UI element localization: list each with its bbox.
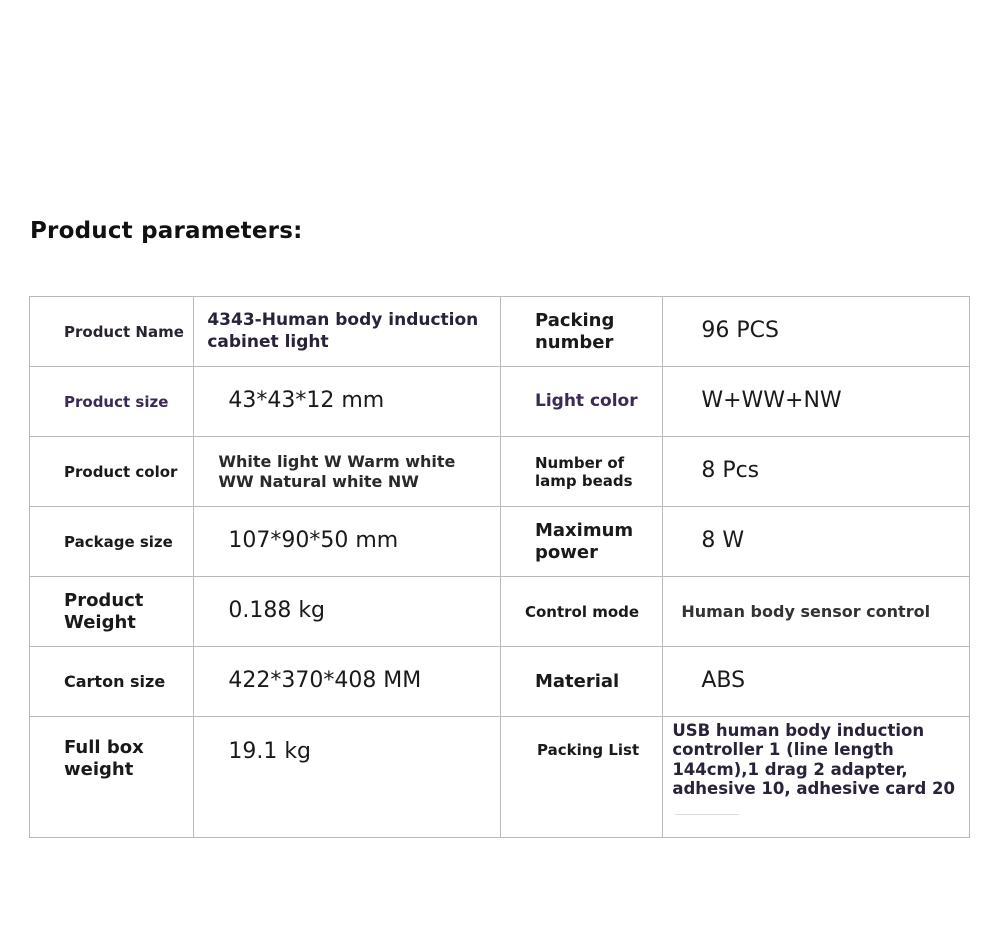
param-label: Package size (64, 532, 173, 551)
param-value: Human body sensor control (681, 601, 931, 621)
table-cell (663, 297, 970, 367)
param-label: Full box weight (64, 737, 144, 780)
param-value: 422*370*408 MM (228, 668, 422, 694)
param-label: Product Name (64, 322, 184, 341)
param-value: White light W Warm white WW Natural white NW (218, 452, 456, 491)
table-row (30, 297, 970, 367)
param-label: Number of lamp beads (534, 453, 633, 490)
table-cell (500, 507, 662, 577)
table-cell (500, 647, 662, 717)
table-cell (30, 577, 194, 647)
table-cell (500, 367, 662, 437)
table-row (30, 577, 970, 647)
table-cell (194, 577, 501, 647)
table-cell (663, 717, 970, 838)
product-parameters-table (29, 296, 970, 838)
table-cell (500, 297, 662, 367)
param-label: Material (534, 670, 620, 692)
param-value: USB human body induction controller 1 (line length 144cm),1 drag 2 adapter, adhesive 10, adhesive card 20 (672, 721, 955, 798)
table-row (30, 717, 970, 838)
param-label: Packing number (534, 309, 615, 353)
table-row (30, 437, 970, 507)
table-cell (500, 577, 662, 647)
param-value: 4343-Human body induction cabinet light (207, 310, 479, 352)
param-label: Product Weight (64, 589, 144, 633)
table-cell (663, 367, 970, 437)
param-label: Light color (534, 391, 638, 412)
table-cell (194, 717, 501, 838)
param-value: 8 Pcs (701, 458, 760, 484)
table-cell (663, 647, 970, 717)
table-cell (194, 437, 501, 507)
param-value: W+WW+NW (701, 388, 842, 414)
table-cell (30, 717, 194, 838)
param-label: Control mode (524, 602, 640, 621)
param-value: 19.1 kg (228, 739, 312, 764)
param-value: 107*90*50 mm (228, 528, 399, 554)
param-value: ABS (701, 668, 746, 694)
table-cell (194, 647, 501, 717)
table-row (30, 507, 970, 577)
table-cell (194, 507, 501, 577)
param-label: Maximum power (534, 519, 634, 563)
table-cell (663, 437, 970, 507)
param-label: Packing List (536, 741, 640, 759)
param-value: 43*43*12 mm (228, 388, 385, 414)
param-label: Product color (64, 462, 178, 481)
param-value: 96 PCS (701, 318, 779, 344)
table-cell (500, 717, 662, 838)
table-cell (663, 577, 970, 647)
table-cell (194, 297, 501, 367)
table-cell (30, 437, 194, 507)
table-cell (30, 367, 194, 437)
table-cell (30, 297, 194, 367)
table-cell (663, 507, 970, 577)
param-label: Product size (64, 392, 169, 411)
table-row (30, 367, 970, 437)
param-value: 0.188 kg (228, 598, 326, 624)
table-cell (30, 647, 194, 717)
param-value: 8 W (701, 528, 745, 554)
param-label: Carton size (64, 671, 166, 691)
table-cell (500, 437, 662, 507)
table-cell (194, 367, 501, 437)
page-title: Product parameters: (30, 218, 303, 244)
table-cell (30, 507, 194, 577)
divider (675, 814, 739, 815)
table-row (30, 647, 970, 717)
